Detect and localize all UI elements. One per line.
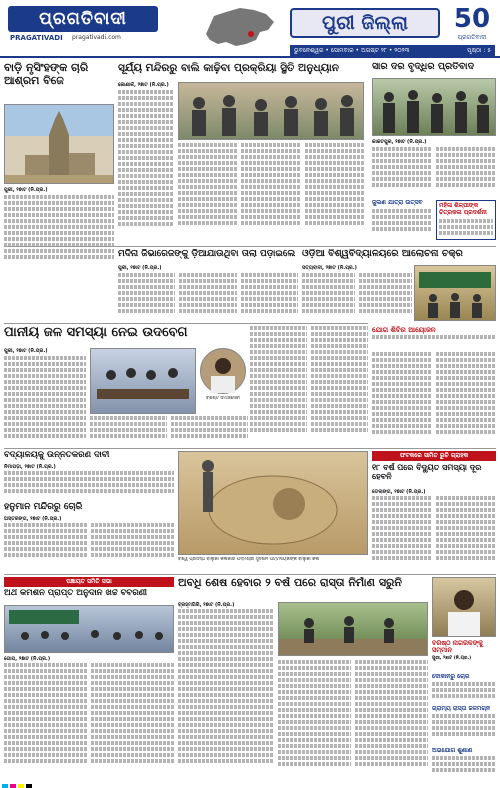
- article-10-body: [372, 489, 496, 571]
- sidebar-top: [372, 200, 432, 240]
- seminar-stage-icon: [415, 266, 495, 320]
- article-1-headline-box: [4, 62, 114, 102]
- article-6-byline: ସତ୍ୟବାଦୀ, ୨୭ାଟ (ନି.ପ୍ର.): [302, 265, 357, 271]
- article-11-body: [4, 656, 174, 784]
- odisha-map-icon: [196, 4, 278, 50]
- article-12-body-right: [278, 660, 428, 784]
- article-5-body: [118, 265, 298, 321]
- newspaper-logo[interactable]: ପ୍ରଗତିବାଦୀ: [8, 6, 158, 32]
- portrait-photo: [200, 348, 246, 394]
- dateline: [290, 45, 495, 56]
- article-11-headline[interactable]: ଅର୍ଥ କମିଶନ ପ୍ରାପ୍ତ ଅନୁଦାନ ଖର୍ଚ୍ଚ ବିବରଣୀ: [4, 589, 147, 598]
- article-4-headline[interactable]: ମହିଳା ଶିଳ୍ପୀଙ୍କ ଚିତ୍ରକଳା ପ୍ରଦର୍ଶନୀ: [439, 202, 487, 216]
- article-7-photo-meeting: [90, 348, 196, 414]
- article-2-headline[interactable]: ସୂର୍ଯ୍ୟ ମନ୍ଦିରରୁ ବାଲି କାଢ଼ିବା ପ୍ରକ୍ରିୟା ସ୍ଥିତି ଅନୁଧ୍ୟାନ: [118, 62, 339, 74]
- article-9-body: [4, 516, 174, 566]
- article-7-body: [4, 348, 86, 446]
- article-5-byline: ପୁରୀ, ୨୭ାଟ (ନି.ପ୍ର.): [118, 265, 162, 271]
- page-number: ପୃଷ୍ଠା : ୫: [467, 47, 491, 54]
- anniversary-emblem: [450, 4, 494, 44]
- article-10-kicker: ଫଟକରେ ସୀମିତ ରୁଚି ଗ୍ରାହକ: [372, 451, 496, 461]
- article-2-body-cols: [178, 143, 364, 243]
- district-title: ପୁରୀ ଜିଲ୍ଲା: [290, 8, 440, 38]
- article-7-body-right: [250, 326, 368, 446]
- article-7-headline[interactable]: ପାନୀୟ ଜଳ ସମସ୍ୟା ନେଇ ଉଦବେଗ: [4, 326, 188, 340]
- article-3-byline: କାକଟପୁର, ୨୭ାଟ (ନି.ପ୍ର.): [372, 139, 427, 145]
- protest-group-icon: [373, 79, 495, 135]
- article-13-box: [432, 640, 496, 672]
- person-portrait-icon: [201, 349, 245, 393]
- registration-mark: [2, 784, 8, 788]
- article-6-body: [302, 265, 412, 321]
- article-11-photo: [4, 605, 174, 653]
- article-12-body: [178, 602, 274, 784]
- article-9-headline-box: [4, 502, 174, 514]
- meeting-hall-icon: [5, 606, 173, 652]
- meeting-table-icon: [91, 349, 195, 413]
- divider: [4, 574, 496, 575]
- article-11-byline: ଗୋପ, ୨୭ାଟ (ନି.ପ୍ର.): [4, 656, 51, 662]
- sand-art-caption: [178, 557, 368, 571]
- registration-mark: [18, 784, 24, 788]
- sand-art-photo: [178, 451, 368, 555]
- article-1-headline[interactable]: ବାଡ଼ି ନୃସିଂହଙ୍କ ଚାରି ଆଶ୍ରମ ବିଜେ: [4, 62, 89, 87]
- sidebar-photo: [432, 577, 496, 637]
- article-1-body: [4, 187, 114, 267]
- article-13-headline[interactable]: ବରିଷ୍ଠ ନାଗରିକଙ୍କୁ ସମ୍ମାନ: [432, 640, 483, 655]
- article-10-headline[interactable]: ୧୮ ବର୍ଷ ପରେ ବିଦ୍ୟୁତ ସମସ୍ୟା ଦୂର ହେବନି: [372, 463, 482, 482]
- article-10-byline: ଡେଲାଙ୍ଗ, ୨୭ାଟ (ନି.ପ୍ର.): [372, 489, 426, 495]
- article-2-headline-box: [118, 62, 368, 80]
- article-8-body: [4, 464, 174, 500]
- article-3-headline-box: [372, 62, 496, 76]
- article-8-headline[interactable]: ବିଦ୍ୟାଳୟକୁ ଉନ୍ନତକରଣ ଦାବୀ: [4, 451, 110, 460]
- logo-english: PRAGATIVADI: [10, 34, 63, 42]
- masthead: [0, 0, 500, 58]
- sidebar-body: [372, 352, 496, 444]
- people-group-icon: [179, 83, 363, 139]
- sidebar-item-1[interactable]: ଜୁଲଣ ଯାତ୍ରା ଉତ୍ସବ: [372, 200, 423, 206]
- article-7-more: [90, 416, 248, 446]
- sidebar-item-2[interactable]: ଯୋଗ ଶିବିର ଆୟୋଜନ: [372, 326, 436, 334]
- article-9-headline[interactable]: ହନୁମାନ ମନ୍ଦିରରୁ ଚୋରି: [4, 502, 83, 512]
- article-6-headline[interactable]: ଓଡ଼ିଆ ବିଶ୍ୱବିଦ୍ୟାଳୟରେ ଆଲୋଚନା ଚକ୍ର: [302, 249, 463, 259]
- temple-photo: [4, 104, 114, 184]
- sand-art-caption-text: ବିଶ୍ୱ ପ୍ରସିଦ୍ଧ ବାଲୁକା କଳାକାର ପଦ୍ମଶ୍ରୀ ସୁଦର୍ଶନ ପଟ୍ଟନାୟକଙ୍କ ବାଲୁକା କଳା: [178, 557, 320, 562]
- article-3-headline[interactable]: ସାର ଦର ବୃଦ୍ଧିର ପ୍ରତିବାଦ: [372, 62, 475, 72]
- divider: [4, 448, 496, 449]
- article-11-kicker: ପଞ୍ଚାୟତ ସମିତି ସଭା: [4, 577, 174, 587]
- article-7-headline-box: [4, 326, 254, 344]
- article-2-byline: କୋଣାର୍କ, ୨୭ାଟ (ନି.ପ୍ର.): [118, 82, 169, 88]
- article-1-byline: ପୁରୀ, ୨୭ାଟ (ନି.ପ୍ର.): [4, 187, 48, 193]
- sidebar-bottom-2: [432, 706, 496, 746]
- anniversary-label: ପ୍ରଗତିବାଦୀ: [457, 34, 487, 41]
- sand-sculpture-icon: [179, 452, 367, 554]
- road-work-icon: [279, 603, 427, 655]
- sidebar-item-4[interactable]: ଗ୍ରାମ୍ୟ ରାସ୍ତା ଜଳମଗ୍ନ: [432, 706, 491, 712]
- article-5-headline-box: [118, 249, 298, 263]
- article-4-box: [436, 200, 496, 240]
- divider: [4, 246, 496, 247]
- article-2-body: [118, 82, 174, 242]
- divider: [4, 323, 368, 324]
- sidebar-item-2-box: [372, 326, 496, 350]
- article-11-headline-box: [4, 589, 174, 603]
- article-7-byline: ପୁରୀ, ୨୭ାଟ (ନି.ପ୍ର.): [4, 348, 48, 354]
- issue-date: ଭୁବନେଶ୍ୱର • ସୋମବାର • ଅଗଷ୍ଟ ୨୮ • ୨୦୨୩: [294, 47, 410, 54]
- logo-url: pragativadi.com: [72, 34, 121, 41]
- portrait-caption: [200, 396, 246, 410]
- sidebar-item-5[interactable]: ଅଭିଯୋଗ ଶୁଣାଣି: [432, 748, 473, 754]
- article-5-headline[interactable]: ମଦିନା ଜିଭାରେଜଙ୍କୁ ଡ଼ିଆଯାଉଥିବା ତାଲା ପଡ଼ାଇଲେ: [118, 249, 296, 259]
- article-3-photo: [372, 78, 496, 136]
- article-8-headline-box: [4, 451, 174, 463]
- article-9-byline: ଅସ୍ତରଙ୍ଗ, ୨୭ାଟ (ନି.ପ୍ର.): [4, 516, 62, 522]
- portrait-caption-text: ବିଶିଷ୍ଟ ସମାଜସେବୀ: [206, 396, 240, 401]
- article-12-byline: ବ୍ରହ୍ମଗିରି, ୨୭ାଟ (ନି.ପ୍ର.): [178, 602, 235, 608]
- article-6-photo: [414, 265, 496, 321]
- temple-illustration-icon: [5, 105, 113, 183]
- article-10-headline-box: [372, 463, 496, 487]
- article-12-headline[interactable]: ଅବଧି ଶେଷ ହେବାର ୨ ବର୍ଷ ପରେ ରାସ୍ତା ନିର୍ମାଣ ସରୁନି: [178, 577, 402, 589]
- anniversary-number: 50: [453, 4, 491, 34]
- article-12-photo: [278, 602, 428, 656]
- article-2-photo-group: [178, 82, 364, 140]
- article-12-headline-box: [178, 577, 428, 599]
- elder-portrait-icon: [433, 578, 495, 636]
- sidebar-bottom: [432, 674, 496, 704]
- sidebar-bottom-3: [432, 748, 496, 784]
- article-6-headline-box: [302, 249, 496, 263]
- registration-mark: [26, 784, 32, 788]
- article-3-body: [372, 139, 496, 199]
- article-8-byline: ନିମାପଡ଼ା, ୨୭ାଟ (ନି.ପ୍ର.): [4, 464, 56, 470]
- sidebar-item-3[interactable]: ଦୋକାନରୁ ଚୋରି: [432, 674, 470, 680]
- article-13-byline: ପୁରୀ, ୨୭ାଟ (ନି.ପ୍ର.): [432, 655, 472, 661]
- registration-mark: [10, 784, 16, 788]
